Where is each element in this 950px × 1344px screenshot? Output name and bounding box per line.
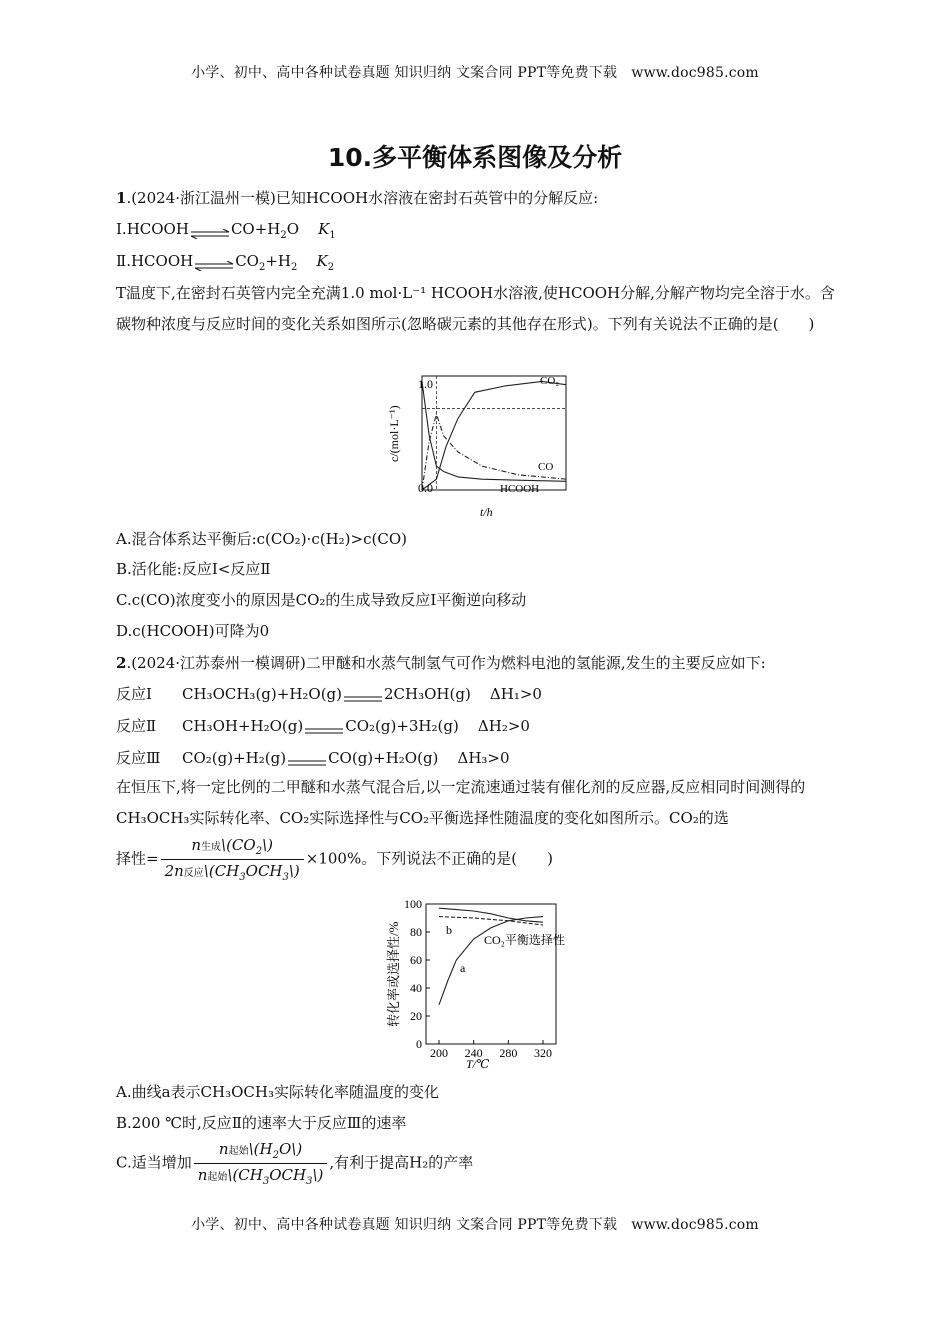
chart-conversion-temperature [380, 892, 580, 1074]
equals-arrow-icon [303, 722, 345, 732]
chart1-legend-co2: CO₂ [540, 375, 560, 387]
chart2-xtick-label: 280 [499, 1046, 518, 1060]
equilibrium-arrow-icon [189, 225, 231, 235]
chart2-label-a: a [460, 961, 466, 975]
q1-option-d: D.c(HCOOH)可降为0 [116, 622, 270, 640]
chart2-ytick-label: 60 [410, 953, 422, 967]
chart2-label-co2-eq: CO₂平衡选择性 [484, 933, 565, 947]
chart2-xlabel: T/℃ [466, 1057, 490, 1071]
q2-option-c: C.适当增加 $\frac{n起始\backslash(H_2O\backslash)}{n起始\backslash(CH_3OCH_3\backslash)}$ ,有利于提高H₂的产率 [116, 1140, 474, 1187]
q2-option-a: A.曲线a表示CH₃OCH₃实际转化率随温度的变化 [116, 1083, 439, 1101]
q2-reaction-3: 反应Ⅲ CO₂(g)+H₂(g) CO(g)+H₂O(g) ΔH₃>0 [116, 749, 510, 767]
q1-option-b: B.活化能:反应Ⅰ<反应Ⅱ [116, 560, 271, 578]
chart2-xtick-label: 320 [534, 1046, 552, 1060]
q1-reaction-1: Ⅰ.HCOOH $CO+H_2O$ $K_1$ [116, 220, 336, 241]
chart2-ytick-label: 20 [410, 1009, 422, 1023]
chart2-plot [404, 897, 556, 1060]
water-ether-ratio-fraction: $\frac{n起始\backslash(H_2O\backslash)}{n起始\backslash(CH_3OCH_3\backslash)}$ [194, 1140, 328, 1187]
chart2-ytick-label: 40 [410, 981, 422, 995]
q1-stem: 1.(2024·浙江温州一模)已知HCOOH水溶液在密封石英管中的分解反应: [116, 189, 599, 207]
chart2-ytick-label: 0 [416, 1037, 422, 1051]
chart1-xlabel: t/h [480, 505, 493, 519]
chart2-ytick-label: 100 [404, 897, 422, 911]
page-header: 小学、初中、高中各种试卷真题 知识归纳 文案合同 PPT等免费下载 www.doc985.com [191, 65, 759, 81]
q2-stem: 2.(2024·江苏泰州一模调研)二甲醚和水蒸气制氢气可作为燃料电池的氢能源,发生的主要反应如下: [116, 654, 766, 672]
chart2-label-b: b [446, 923, 452, 937]
q2-reaction-1: 反应Ⅰ CH₃OCH₃(g)+H₂O(g) 2CH₃OH(g) ΔH₁>0 [116, 685, 542, 703]
q2-selectivity-formula: 择性= $\frac{n生成\backslash(CO_2\backslash)}{2n反应\backslash(CH_3OCH_3\backslash)}$ ×100%。下列说法不正确的是( ) [116, 836, 553, 883]
chart1-ytick-0: 0.0 [418, 481, 433, 495]
q1-description: T温度下,在密封石英管内完全充满1.0 mol·L⁻¹ HCOOH水溶液,使HCOOH分解,分解产物均完全溶于水。含碳物种浓度与反应时间的变化关系如图所示(忽略碳元素的其他存在形式)。下列有关说法不正确的是( ) [116, 284, 835, 333]
equals-arrow-icon [342, 690, 384, 700]
chart2-ytick-label: 80 [410, 925, 422, 939]
chart-concentration-time [370, 366, 580, 522]
page-footer: 小学、初中、高中各种试卷真题 知识归纳 文案合同 PPT等免费下载 www.doc985.com [191, 1217, 759, 1233]
q2-description: 在恒压下,将一定比例的二甲醚和水蒸气混合后,以一定流速通过装有催化剂的反应器,反应相同时间测得的CH₃OCH₃实际转化率、CO₂实际选择性与CO₂平衡选择性随温度的变化如图所示。CO₂的选 [116, 778, 806, 827]
q1-option-a: A.混合体系达平衡后:c(CO₂)·c(H₂)>c(CO) [116, 530, 407, 548]
chart2-xtick-label: 200 [430, 1046, 448, 1060]
chart1-series-CO [422, 414, 566, 490]
selectivity-fraction: $\frac{n生成\backslash(CO_2\backslash)}{2n反应\backslash(CH_3OCH_3\backslash)}$ [161, 836, 304, 883]
equals-arrow-icon [286, 754, 328, 764]
chart2-series-a [439, 917, 543, 1005]
chart2-xtick-label: 240 [464, 1046, 483, 1060]
equilibrium-arrow-icon [193, 257, 235, 267]
q1-reaction-2: Ⅱ.HCOOH $CO_2+H_2$ $K_2$ [116, 252, 335, 273]
q2-option-b: B.200 ℃时,反应Ⅱ的速率大于反应Ⅲ的速率 [116, 1114, 407, 1132]
chart1-ytick-1: 1.0 [418, 377, 433, 391]
q1-option-c: C.c(CO)浓度变小的原因是CO₂的生成导致反应Ⅰ平衡逆向移动 [116, 591, 527, 609]
chart1-legend-co: CO [538, 461, 554, 473]
chart2-series-b [439, 908, 543, 922]
q2-reaction-2: 反应Ⅱ CH₃OH+H₂O(g) CO₂(g)+3H₂(g) ΔH₂>0 [116, 717, 530, 735]
chart1-ylabel: c/(mol·L⁻¹) [387, 405, 401, 462]
page-title: 10.多平衡体系图像及分析 [327, 143, 623, 172]
chart1-legend-hcooh: HCOOH [500, 483, 540, 495]
chart2-ylabel: 转化率或选择性/% [386, 921, 401, 1027]
